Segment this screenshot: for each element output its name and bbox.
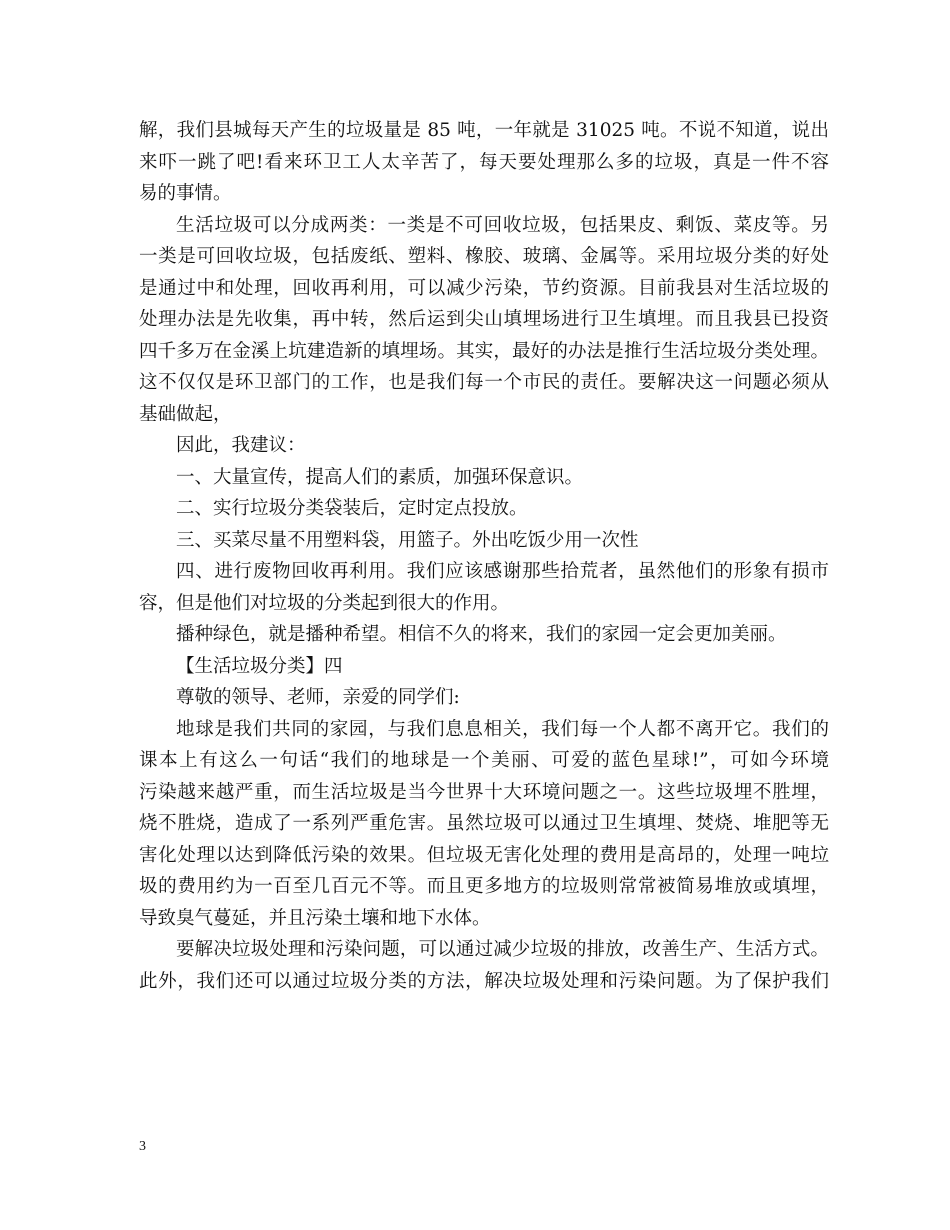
text-line: 【生活垃圾分类】四	[176, 655, 343, 677]
text-line: 基础做起，	[139, 403, 232, 425]
page-number: 3	[139, 1139, 146, 1154]
text-line: 这不仅仅是环卫部门的工作，也是我们每一个市民的责任。要解决这一问题必须从	[139, 372, 829, 393]
text-line: 尊敬的领导、老师，亲爱的同学们:	[176, 687, 460, 708]
text-line: 处理办法是先收集，再中转，然后运到尖山填埋场进行卫生填埋。而且我县已投资	[139, 309, 829, 330]
text-line: 污染越来越严重，而生活垃圾是当今世界十大环境问题之一。这些垃圾埋不胜埋，	[139, 781, 829, 803]
text-line: 地球是我们共同的家园，与我们息息相关，我们每一个人都不离开它。我们的	[176, 718, 829, 740]
text-line: 来吓一跳了吧!看来环卫工人太辛苦了，每天要处理那么多的垃圾，真是一件不容	[139, 151, 829, 173]
text-line: 烧不胜烧，造成了一系列严重危害。虽然垃圾可以通过卫生填埋、焚烧、堆肥等无	[139, 813, 829, 834]
text-line: 是通过中和处理，回收再利用，可以减少污染，节约资源。目前我县对生活垃圾的	[139, 277, 829, 299]
text-line: 四千多万在金溪上坑建造新的填埋场。其实，最好的办法是推行生活垃圾分类处理。	[139, 340, 829, 362]
text-line: 播种绿色，就是播种希望。相信不久的将来，我们的家园一定会更加美丽。	[176, 624, 787, 645]
text-line: 课本上有这么一句话“我们的地球是一个美丽、可爱的蓝色星球!”，可如今环境	[139, 750, 829, 771]
text-line: 害化处理以达到降低污染的效果。但垃圾无害化处理的费用是高昂的，处理一吨垃	[139, 844, 829, 866]
text-line: 四、进行废物回收再利用。我们应该感谢那些拾荒者，虽然他们的形象有损市	[176, 561, 829, 582]
text-line: 一、大量宣传，提高人们的素质，加强环保意识。	[176, 466, 584, 488]
text-line: 圾的费用约为一百至几百元不等。而且更多地方的垃圾则常常被简易堆放或填埋，	[139, 876, 829, 897]
text-line: 解，我们县城每天产生的垃圾量是 85 吨，一年就是 31025 吨。不说不知道，说出	[139, 120, 829, 141]
text-line: 易的事情。	[139, 183, 232, 204]
text-line: 生活垃圾可以分成两类：一类是不可回收垃圾，包括果皮、剩饭、菜皮等。另	[176, 214, 829, 236]
text-line: 一类是可回收垃圾，包括废纸、塑料、橡胶、玻璃、金属等。采用垃圾分类的好处	[139, 246, 829, 267]
body-text	[139, 115, 829, 997]
text-line: 二、实行垃圾分类袋装后，定时定点投放。	[176, 498, 528, 519]
text-line: 三、买菜尽量不用塑料袋，用篮子。外出吃饭少用一次性	[176, 529, 639, 551]
text-line: 导致臭气蔓延，并且污染土壤和地下水体。	[139, 907, 491, 929]
text-line: 此外，我们还可以通过垃圾分类的方法，解决垃圾处理和污染问题。为了保护我们	[139, 970, 829, 992]
text-line: 容，但是他们对垃圾的分类起到很大的作用。	[139, 592, 510, 614]
text-line: 因此，我建议：	[176, 435, 306, 456]
text-line: 要解决垃圾处理和污染问题，可以通过减少垃圾的排放，改善生产、生活方式。	[176, 939, 829, 960]
